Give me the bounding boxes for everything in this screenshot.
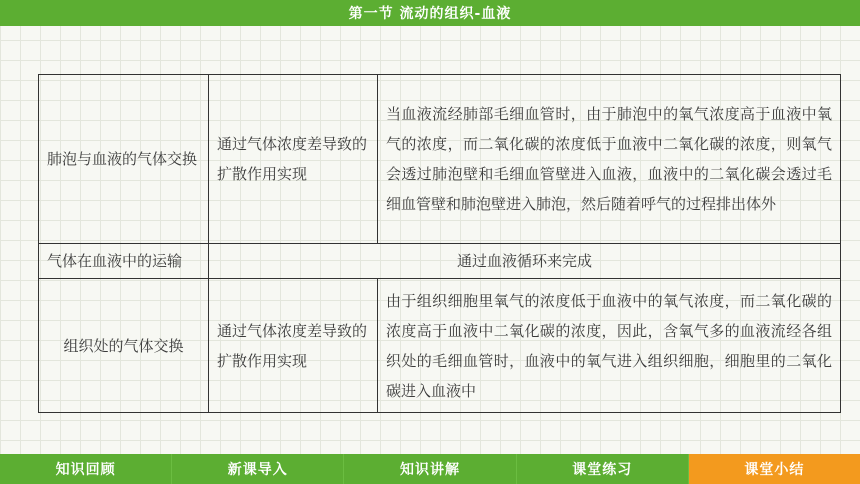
nav-tab-lecture[interactable]: 知识讲解 <box>344 454 516 484</box>
row-detail-cell: 由于组织细胞里氧气的浓度低于血液中的氧气浓度，而二氧化碳的浓度高于血液中二氧化碳的浓度，因此，含氧气多的血液流经各组织处的毛细血管时，血液中的氧气进入组织细胞，细胞里的二氧化碳进入血液中 <box>378 279 841 413</box>
row-topic-cell: 肺泡与血液的气体交换 <box>39 75 209 244</box>
table-row <box>39 75 841 244</box>
gas-exchange-table <box>38 74 841 413</box>
row-merged-cell: 通过血液循环来完成 <box>209 244 841 279</box>
nav-tab-review[interactable]: 知识回顾 <box>0 454 172 484</box>
row-method-cell: 通过气体浓度差导致的扩散作用实现 <box>209 279 378 413</box>
row-detail-cell: 当血液流经肺部毛细血管时，由于肺泡中的氧气浓度高于血液中氧气的浓度，而二氧化碳的浓度低于血液中二氧化碳的浓度，则氧气会透过肺泡壁和毛细血管壁进入血液，血液中的二氧化碳会透过毛细血管壁和肺泡壁进入肺泡，然后随着呼气的过程排出体外 <box>378 75 841 244</box>
row-method-cell: 通过气体浓度差导致的扩散作用实现 <box>209 75 378 244</box>
nav-tab-summary[interactable]: 课堂小结 <box>689 454 860 484</box>
page-title: 第一节 流动的组织-血液 <box>348 6 512 22</box>
nav-tab-practice[interactable]: 课堂练习 <box>517 454 689 484</box>
row-topic-cell: 气体在血液中的运输 <box>39 244 209 279</box>
table-row <box>39 279 841 413</box>
table-row <box>39 244 841 279</box>
top-title-bar <box>0 0 860 26</box>
bottom-nav-bar <box>0 454 860 484</box>
nav-tab-intro[interactable]: 新课导入 <box>172 454 344 484</box>
row-topic-cell: 组织处的气体交换 <box>39 279 209 413</box>
